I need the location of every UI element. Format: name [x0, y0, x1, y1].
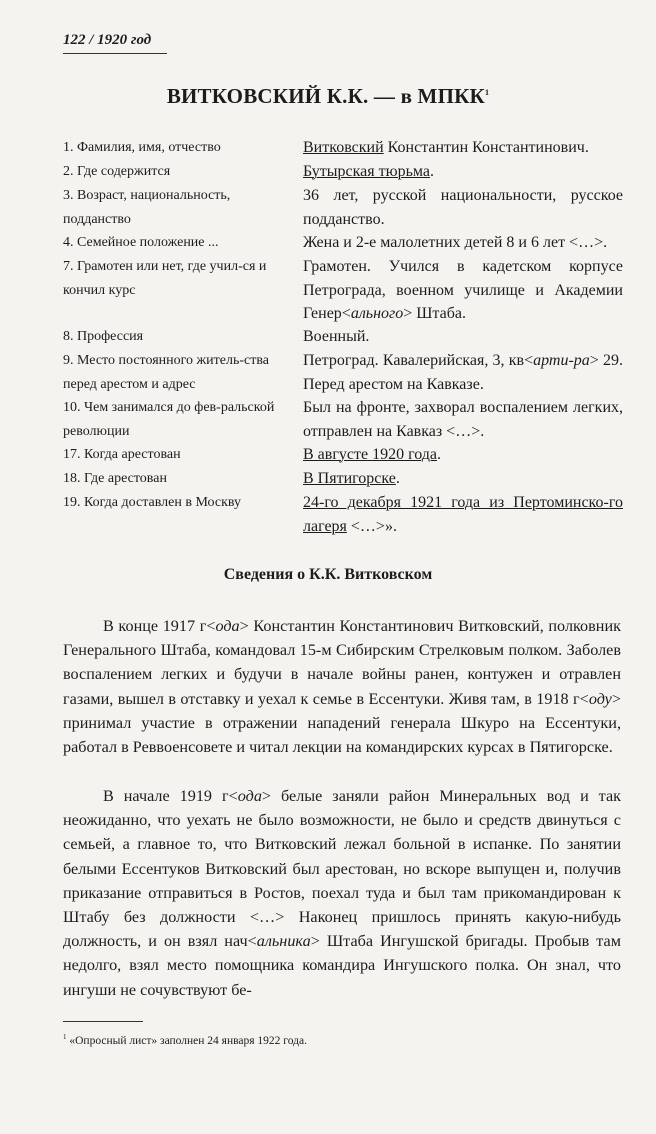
answer-text: В Пятигорске. — [303, 470, 400, 487]
body-paragraph: В начале 1919 г<ода> белые заняли район Минеральных вод и так неожиданно, что уехать не было возможности, не было и средств двинуться с семьей, а главное то, что Витковский лежал больной в испанке. По занятии белыми Ессентуков Витковский был арестован, но вскоре выпущен и, получив приказание отправиться в Ростов, поехал туда и был там прикомандирован к Штабу без должности <…> Наконец пришлось принять какую-нибудь должность, и он взял нач<альника> Штаба Ингушской бригады. Пробыв там недолго, взял место помощника командира Ингушского полка. Он знал, что ингуши не сочувствуют бе- — [63, 787, 622, 999]
answer-text: Петроград. Кавалерийская, 3, кв<арти-ра> 29. Перед арестом на Кавказе. — [303, 352, 623, 393]
document-title — [0, 84, 656, 109]
section-title: Сведения о К.К. Витковском — [223, 566, 433, 583]
question-label: 1. Фамилия, имя, отчество — [63, 140, 221, 155]
body-paragraph: В конце 1917 г<ода> Константин Константинович Витковский, полковник Генерального Штаба, командовал 15-м Сибирским Стрелковым полком. Заболев воспалением легких и будучи в начале войны ранен, контужен и отравлен газами, вышел в отставку и уехал к семье в Ессентуки. Живя там, в 1918 г<оду> принимал участие в отражении нападений генерала Шкуро на Ессентуки, работал в Реввоенсовете и читал лекции на командирских курсах в Пятигорске. — [63, 617, 621, 757]
question-label: 2. Где содержится — [63, 164, 171, 179]
header-rule — [63, 53, 167, 54]
question-label: 4. Семейное положение ... — [63, 235, 219, 250]
question-label: 19. Когда доставлен в Москву — [63, 495, 242, 510]
footnote-text: «Опросный лист» заполнен 24 января 1922 года. — [69, 1034, 307, 1047]
question-label: 8. Профессия — [63, 329, 144, 344]
question-label: 17. Когда арестован — [63, 447, 181, 462]
question-label: 9. Место постоянного житель-ства перед арестом и адрес — [63, 353, 270, 392]
answer-text: В августе 1920 года. — [303, 446, 442, 463]
answer-text: Витковский Константин Константинович. — [303, 139, 589, 156]
question-label: 7. Грамотен или нет, где учил-ся и кончил курс — [63, 259, 267, 298]
question-label: 18. Где арестован — [63, 471, 167, 486]
answer-text: 36 лет, русской национальности, русское подданство. — [303, 187, 623, 228]
footnote-mark: 1 — [63, 1033, 67, 1041]
title-text: ВИТКОВСКИЙ К.К. — в МПКК — [166, 84, 485, 108]
answer-text: Был на фронте, захворал воспалением легких, отправлен на Кавказ <…>. — [303, 399, 623, 440]
running-header: 122 / 1920 год — [63, 32, 152, 48]
answer-text: Бутырская тюрьма. — [303, 163, 434, 180]
footnote-rule — [63, 1021, 143, 1022]
answer-text: 24-го декабря 1921 года из Пертоминско-го лагеря <…>». — [303, 494, 623, 535]
footnote — [63, 1033, 307, 1047]
title-footnote-mark: 1 — [484, 88, 490, 97]
answer-text: Грамотен. Учился в кадетском корпусе Петрограда, военном училище и Академии Генер<ального> Штаба. — [303, 258, 623, 322]
answer-text: Военный. — [303, 328, 370, 345]
question-label: 10. Чем занимался до фев-ральской революции — [63, 400, 275, 439]
question-label: 3. Возраст, национальность, подданство — [63, 188, 231, 227]
answer-text: Жена и 2-е малолетних детей 8 и 6 лет <…>. — [303, 234, 608, 251]
